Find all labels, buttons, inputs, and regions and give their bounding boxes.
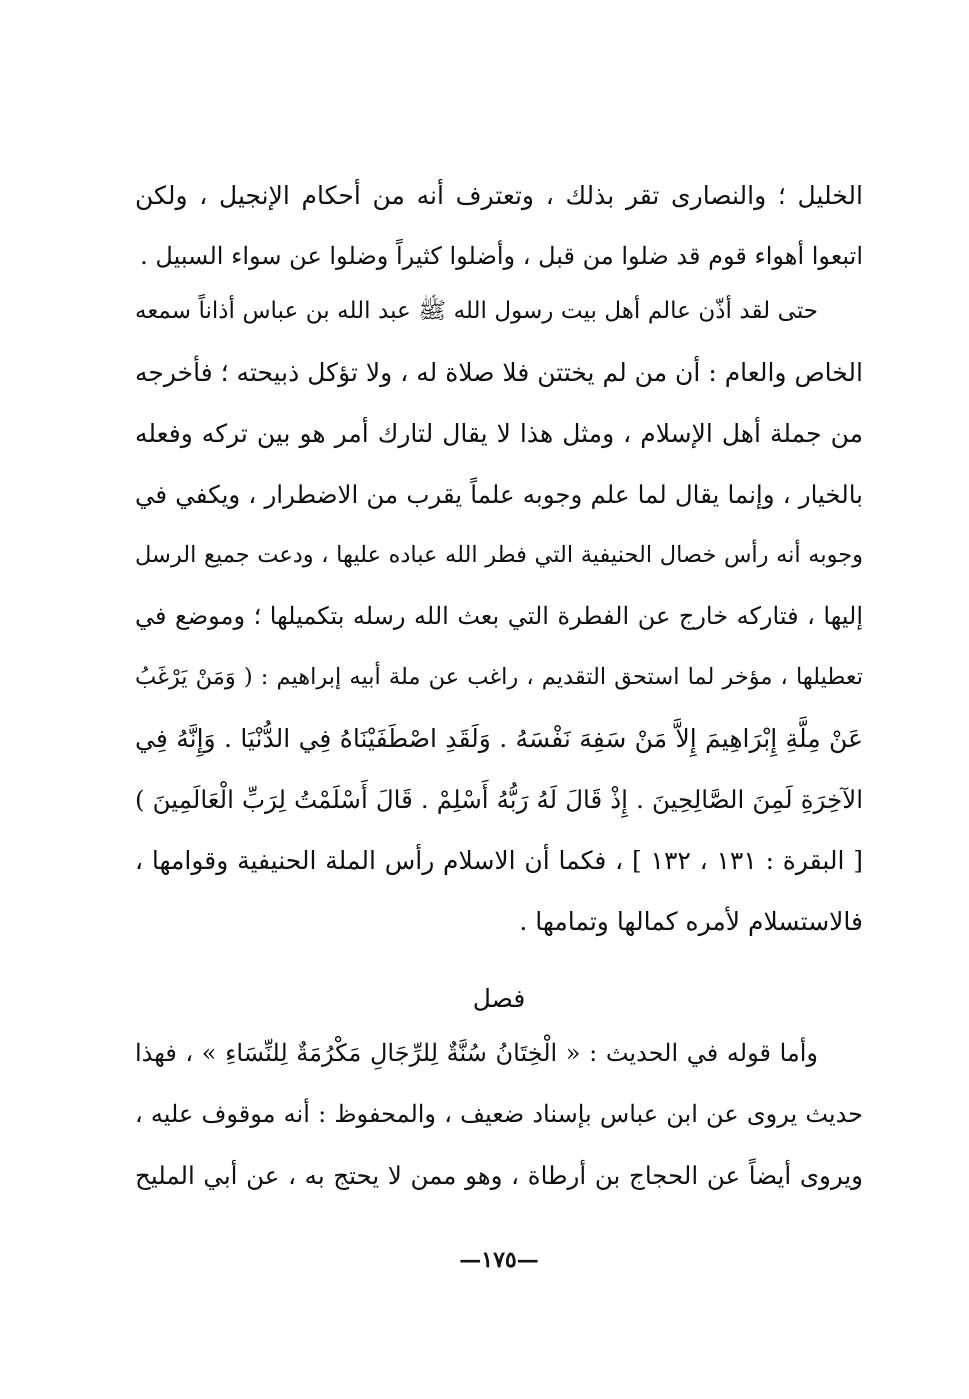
paragraph-1 [135, 165, 863, 287]
text-line: تعطيلها ، مؤخر لما استحق التقديم ، راغب عن ملة أبيه إبراهيم : ( وَمَنْ يَرْغَبُ [135, 664, 863, 690]
text-line: حتى لقد أذّن عالم أهل بيت رسول الله ﷺ عبد الله بن عباس أذاناً سمعه [135, 298, 818, 324]
text-line: وأما قوله في الحديث : « الْخِتَانُ سُنَّةٌ لِلرِّجَالِ مَكْرُمَةٌ لِلنِّسَاءِ » ، فهذا [135, 1039, 818, 1067]
text-line: الخاص والعام : أن من لم يختتن فلا صلاة له ، ولا تؤكل ذبيحته ؛ فأخرجه [135, 358, 863, 387]
paragraph-2 [135, 281, 863, 952]
text-line: الخليل ؛ والنصارى تقر بذلك ، وتعترف أنه من أحكام الإنجيل ، ولكن [135, 181, 863, 210]
page-number: —١٧٥— [459, 1247, 539, 1273]
text-line: إليها ، فتاركه خارج عن الفطرة التي بعث الله رسله بتكميلها ؛ وموضع في [135, 602, 863, 630]
text-line: [ البقرة : ١٣١ ، ١٣٢ ] ، فكما أن الاسلام رأس الملة الحنيفية وقوامها ، [135, 846, 863, 875]
text-line: حديث يروى عن ابن عباس بإسناد ضعيف ، والمحفوظ : أنه موقوف عليه ، [135, 1100, 863, 1128]
quran-verse-line: الآخِرَةِ لَمِنَ الصَّالِحِينَ . إِذْ قَالَ لَهُ رَبُّهُ أَسْلِمْ . قَالَ أَسْلَمْتُ لِرَبِّ الْعَالَمِينَ ) [135, 785, 863, 814]
text-line: فالاستسلام لأمره كمالها وتمامها . [519, 907, 863, 936]
text-line: بالخيار ، وإنما يقال لما علم وجوبه علماً يقرب من الاضطرار ، ويكفي في [135, 480, 863, 509]
text-line: وجوبه أنه رأس خصال الحنيفية التي فطر الله عباده عليها ، ودعت جميع الرسل [135, 542, 863, 568]
paragraph-3 [135, 1023, 863, 1206]
section-heading: فصل [472, 984, 526, 1013]
quran-verse-line: عَنْ مِلَّةِ إِبْرَاهِيمَ إِلاَّ مَنْ سَفِهَ نَفْسَهُ . وَلَقَدِ اصْطَفَيْنَاهُ فِي الدُّنْيَا . وَإِنَّهُ فِي [135, 724, 863, 753]
text-line: ويروى أيضاً عن الحجاج بن أرطاة ، وهو ممن لا يحتج به ، عن أبي المليح [135, 1161, 863, 1190]
text-line: من جملة أهل الإسلام ، ومثل هذا لا يقال لتارك أمر هو بين تركه وفعله [135, 419, 863, 448]
text-line: اتبعوا أهواء قوم قد ضلوا من قبل ، وأضلوا كثيراً وضلوا عن سواء السبيل . [140, 242, 863, 270]
